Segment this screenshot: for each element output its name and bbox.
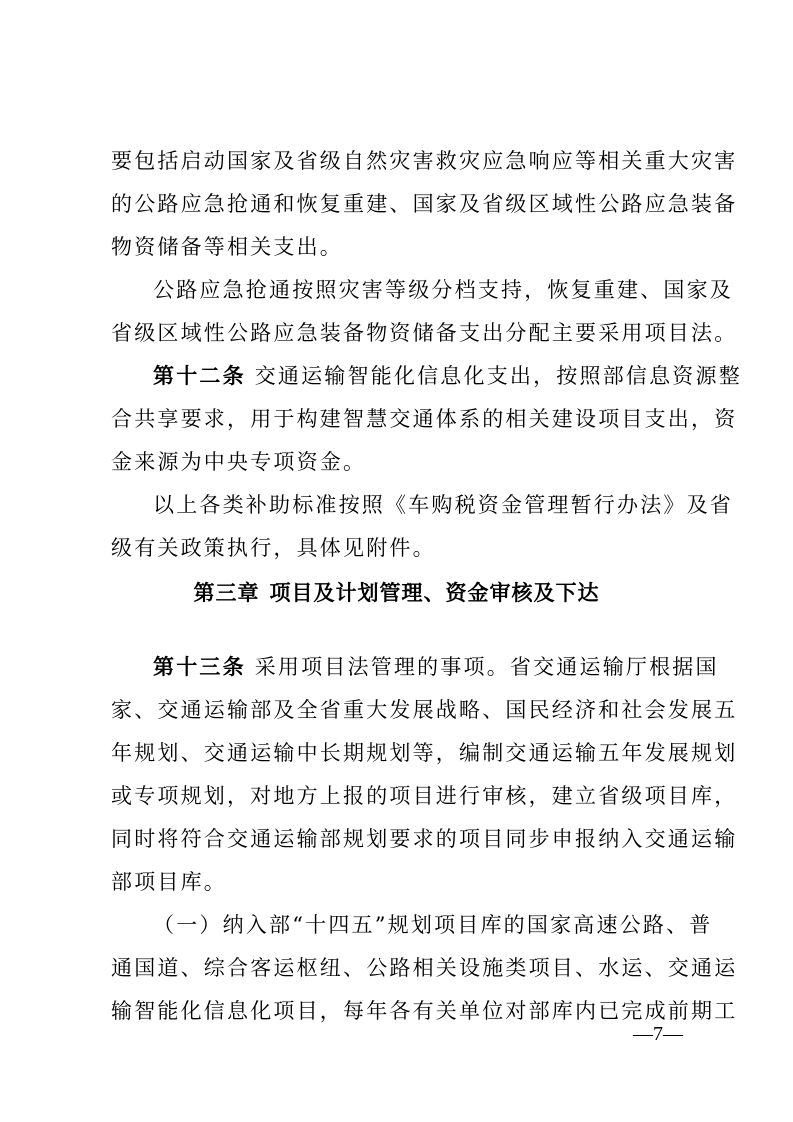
text-line: 省级区域性公路应急装备物资储备支出分配主要采用项目法。 — [111, 321, 738, 345]
text-line: 输智能化信息化项目，每年各有关单位对部库内已完成前期工 — [111, 999, 738, 1023]
text-line: 或专项规划，对地方上报的项目进行审核，建立省级项目库， — [111, 784, 738, 808]
chapter-heading — [0, 580, 793, 606]
chapter-number: 第三章 — [193, 581, 260, 605]
article-number: 第十二条 — [153, 364, 246, 388]
text-line: 级有关政策执行，具体见附件。 — [111, 536, 436, 560]
page-number: —7— — [633, 1023, 683, 1045]
chapter-title: 项目及计划管理、资金审核及下达 — [269, 581, 600, 605]
text-line: 物资储备等相关支出。 — [111, 235, 343, 259]
text-line: 家、交通运输部及全省重大发展战略、国民经济和社会发展五 — [111, 698, 738, 722]
text-line: 通国道、综合客运枢纽、公路相关设施类项目、水运、交通运 — [111, 956, 738, 980]
article-text: 采用项目法管理的事项。省交通运输厅根据国 — [254, 655, 719, 679]
article-12-line — [153, 363, 742, 389]
text-line: 公路应急抢通按照灾害等级分档支持，恢复重建、国家及 — [153, 278, 733, 302]
text-line: 要包括启动国家及省级自然灾害救灾应急响应等相关重大灾害 — [111, 149, 738, 173]
text-line: 年规划、交通运输中长期规划等，编制交通运输五年发展规划 — [111, 741, 738, 765]
text-line: （一）纳入部“十四五”规划项目库的国家高速公路、普 — [153, 913, 713, 937]
text-line: 部项目库。 — [111, 870, 227, 894]
text-line: 同时将符合交通运输部规划要求的项目同步申报纳入交通运输 — [111, 827, 738, 851]
article-text: 交通运输智能化信息化支出，按照部信息资源整 — [254, 364, 742, 388]
text-line: 以上各类补助标准按照《车购税资金管理暂行办法》及省 — [153, 493, 733, 517]
text-line: 金来源为中央专项资金。 — [111, 450, 367, 474]
article-number: 第十三条 — [153, 655, 246, 679]
text-line: 合共享要求，用于构建智慧交通体系的相关建设项目支出，资 — [111, 407, 738, 431]
article-13-line — [153, 654, 719, 680]
text-line: 的公路应急抢通和恢复重建、国家及省级区域性公路应急装备 — [111, 192, 738, 216]
